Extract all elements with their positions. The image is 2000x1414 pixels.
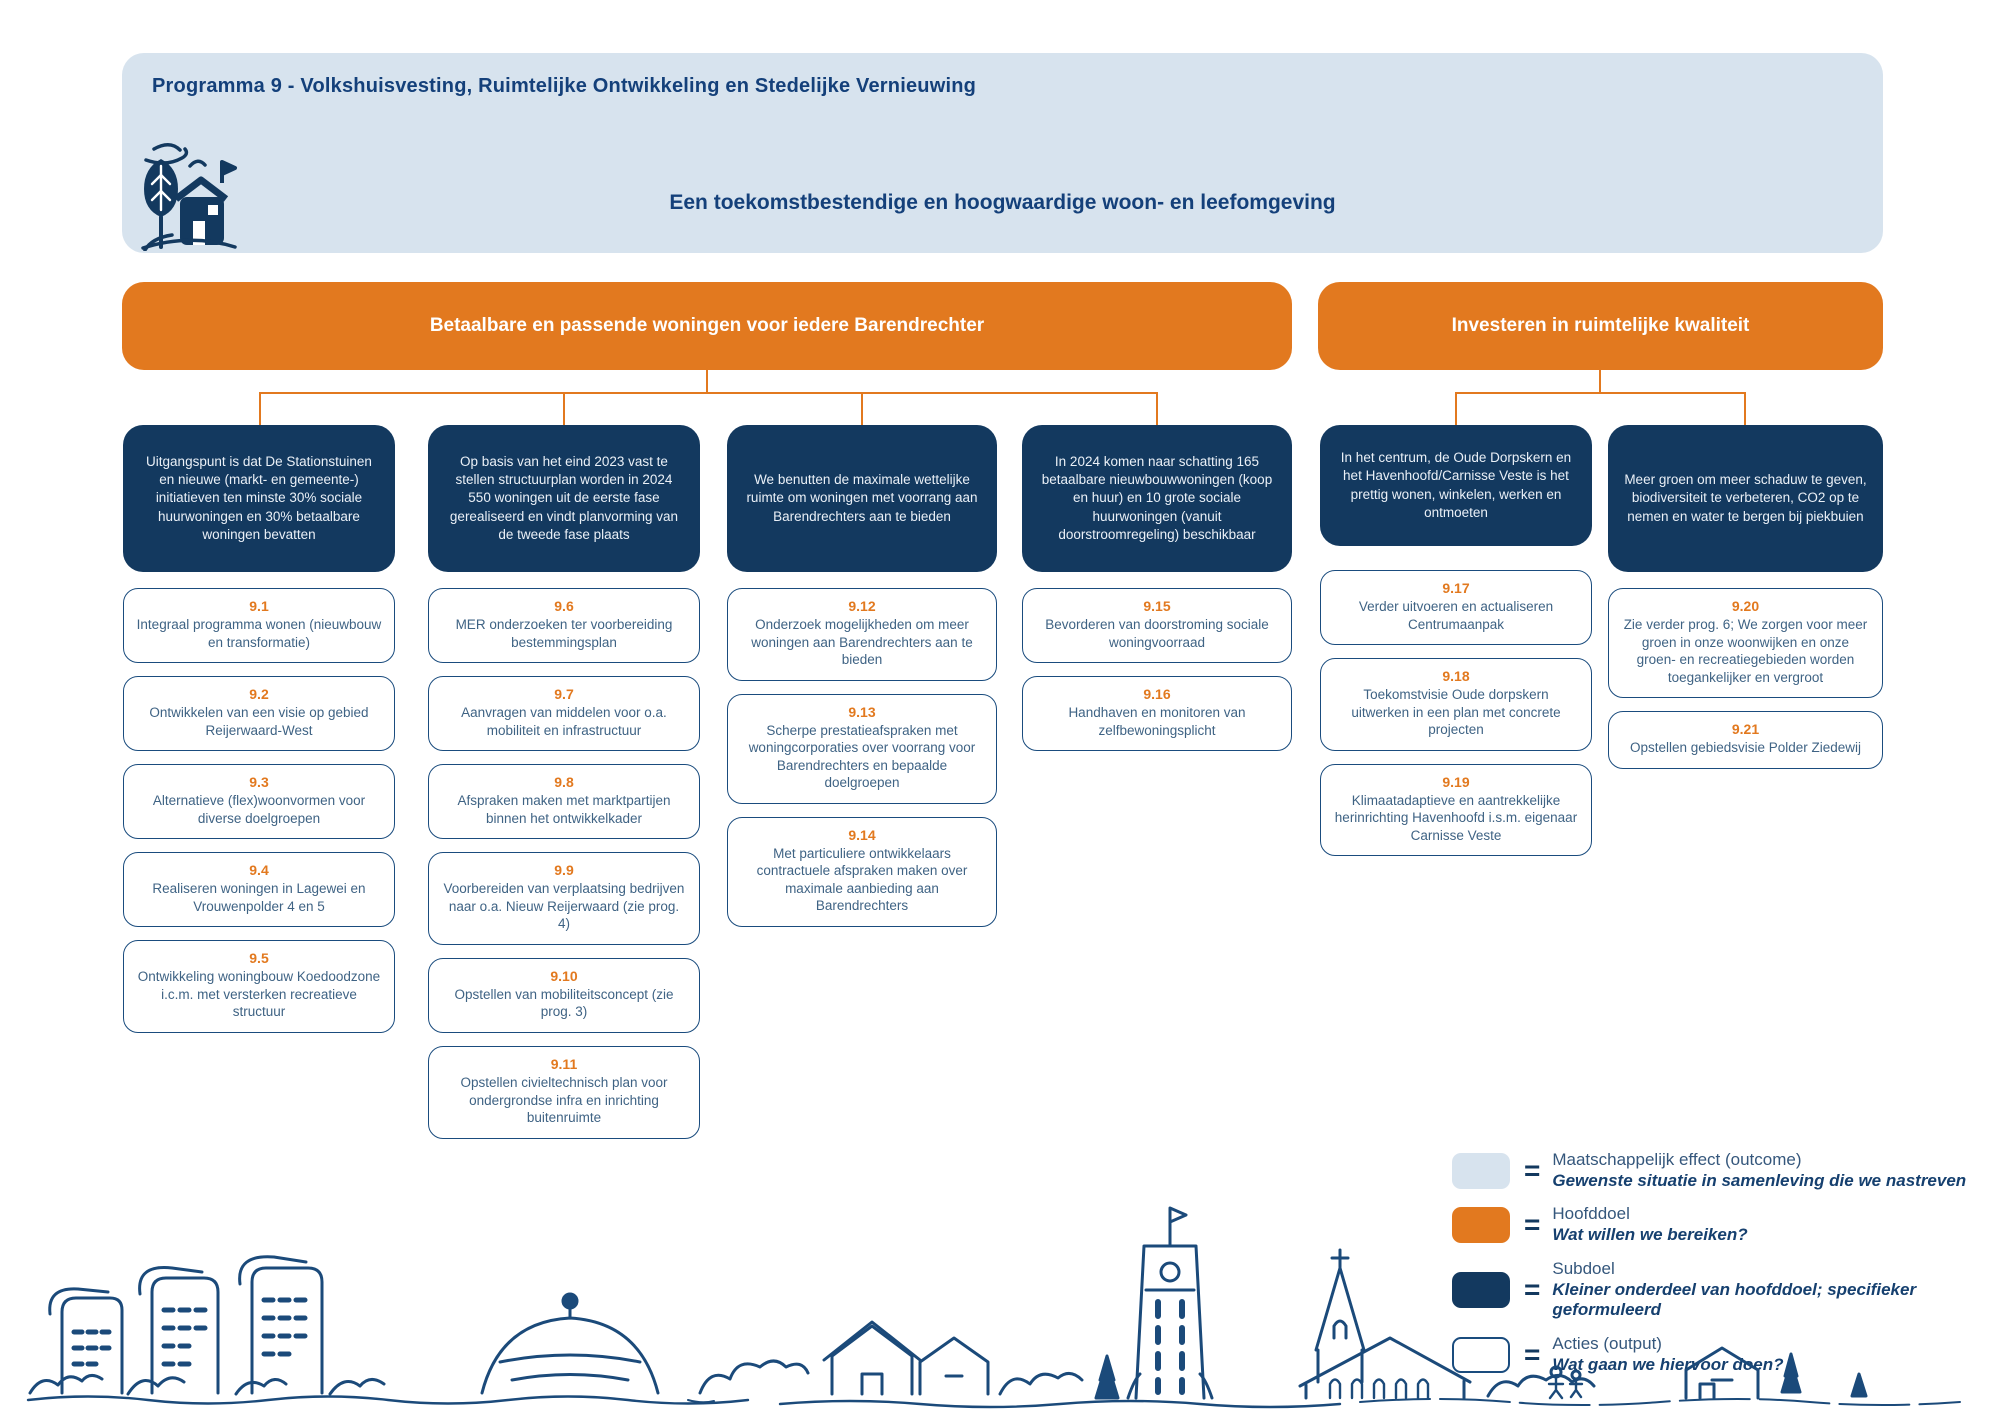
action-text: Verder uitvoeren en actualiseren Centrumaanpak <box>1358 599 1554 632</box>
connector-line <box>1455 392 1744 394</box>
action-number: 9.18 <box>1442 668 1470 685</box>
connector-line <box>259 392 261 425</box>
column-stationstuinen <box>123 425 395 1033</box>
legend-description: Gewenste situatie in samenleving die we nastreven <box>1552 1170 1967 1190</box>
action-number: 9.10 <box>550 967 578 984</box>
action-text: Met particuliere ontwikkelaars contractuele afspraken maken over maximale aanbieding aan Barendrechters <box>756 845 968 914</box>
action-text: Aanvragen van middelen voor o.a. mobiliteit en infrastructuur <box>461 705 667 738</box>
action-text: Alternatieve (flex)woonvormen voor diverse doelgroepen <box>152 793 366 826</box>
village-skyline-illustration <box>0 1150 2000 1414</box>
action-text: Onderzoek mogelijkheden om meer woningen aan Barendrechters aan te bieden <box>751 617 973 668</box>
action-text: Ontwikkelen van een visie op gebied Reijerwaard-West <box>149 705 369 738</box>
action-number: 9.14 <box>848 826 876 843</box>
action-text: Opstellen civieltechnisch plan voor ondergrondse infra en inrichting buitenruimte <box>460 1075 668 1126</box>
action-number: 9.1 <box>249 598 269 614</box>
action-number: 9.3 <box>249 774 269 791</box>
column-groen <box>1608 425 1883 769</box>
action-number: 9.21 <box>1731 721 1760 738</box>
action-number: 9.15 <box>1143 598 1171 614</box>
action-number: 9.13 <box>848 703 876 720</box>
action-box-9-2 <box>123 676 395 751</box>
action-number: 9.7 <box>554 686 574 703</box>
legend-description: Wat willen we bereiken? <box>1552 1225 1748 1245</box>
action-text: Ontwikkeling woningbouw Koedoodzone i.c.m. met versterken recreatieve structuur <box>137 969 381 1020</box>
action-box-9-18 <box>1320 658 1592 751</box>
action-box-9-15 <box>1022 588 1292 663</box>
column-centrum <box>1320 425 1592 856</box>
action-text: Handhaven en monitoren van zelfbewoningsplicht <box>1068 705 1246 738</box>
action-text: Toekomstvisie Oude dorpskern uitwerken in een plan met concrete projecten <box>1351 687 1561 738</box>
action-box-9-20 <box>1608 588 1883 698</box>
legend-description: Wat gaan we hiervoor doen? <box>1552 1354 1784 1374</box>
action-number: 9.17 <box>1442 580 1470 596</box>
action-box-9-6 <box>428 588 700 663</box>
action-box-9-7 <box>428 676 700 751</box>
connector-line <box>563 392 565 425</box>
action-number: 9.19 <box>1442 773 1470 790</box>
legend-label: Maatschappelijk effect (outcome) <box>1552 1150 1802 1169</box>
action-box-9-12 <box>727 588 997 681</box>
subgoal-box: Meer groen om meer schaduw te geven, biodiversiteit te verbeteren, CO2 op te nemen en water te bergen bij piekbuien <box>1608 425 1883 572</box>
action-text: Scherpe prestatieafspraken met woningcorporaties over voorrang voor Barendrechters en bepaalde doelgroepen <box>748 722 976 791</box>
action-text: Integraal programma wonen (nieuwbouw en transformatie) <box>136 617 382 650</box>
action-number: 9.16 <box>1143 686 1171 703</box>
action-box-9-10 <box>428 958 700 1033</box>
connector-line <box>1156 392 1158 425</box>
action-text: Realiseren woningen in Lagewei en Vrouwenpolder 4 en 5 <box>152 881 366 914</box>
action-box-9-13 <box>727 694 997 804</box>
action-number: 9.20 <box>1731 598 1760 614</box>
connector-line <box>1455 392 1457 425</box>
goal-label: Betaalbare en passende woningen voor iedere Barendrechter <box>429 315 985 336</box>
goal-label: Investeren in ruimtelijke kwaliteit <box>1451 315 1750 336</box>
subgoal-box: Op basis van het eind 2023 vast te stellen structuurplan worden in 2024 550 woningen uit de eerste fase gerealiseerd en vindt planvorming van de tweede fase plaats <box>428 425 700 572</box>
column-wettelijke-ruimte <box>727 425 997 927</box>
connector-line <box>1599 370 1601 393</box>
subgoal-box: We benutten de maximale wettelijke ruimte om woningen met voorrang aan Barendrechters aan te bieden <box>727 425 997 572</box>
outcome-panel <box>122 53 1883 253</box>
action-text: Bevorderen van doorstroming sociale woningvoorraad <box>1045 617 1269 650</box>
action-number: 9.11 <box>550 1056 578 1073</box>
action-number: 9.5 <box>249 950 269 967</box>
action-text: Afspraken maken met marktpartijen binnen het ontwikkelkader <box>457 793 671 826</box>
action-box-9-1 <box>123 588 395 663</box>
action-box-9-19 <box>1320 764 1592 857</box>
column-structuurplan <box>428 425 700 1139</box>
action-text: Opstellen gebiedsvisie Polder Ziedewij <box>1629 740 1862 756</box>
action-box-9-11 <box>428 1046 700 1139</box>
connector-line <box>861 392 863 425</box>
subgoal-box: In 2024 komen naar schatting 165 betaalbare nieuwbouwwoningen (koop en huur) en 10 grote sociale huurwoningen (vanuit doorstroomregeling) beschikbaar <box>1022 425 1292 572</box>
legend-label: Acties (output) <box>1552 1334 1662 1354</box>
action-box-9-21 <box>1608 711 1883 769</box>
action-box-9-9 <box>428 852 700 945</box>
action-number: 9.12 <box>848 598 876 614</box>
action-box-9-3 <box>123 764 395 839</box>
action-number: 9.9 <box>554 862 574 879</box>
action-box-9-5 <box>123 940 395 1033</box>
legend-description: Kleiner onderdeel van hoofddoel; specifieker geformuleerd <box>1552 1279 1917 1320</box>
column-nieuwbouwwoningen <box>1022 425 1292 751</box>
legend-label: Hoofddoel <box>1552 1204 1630 1224</box>
legend-label: Subdoel <box>1552 1258 1615 1278</box>
connector-line <box>706 370 708 393</box>
action-text: Voorbereiden van verplaatsing bedrijven naar o.a. Nieuw Reijerwaard (zie prog. 4) <box>443 881 685 932</box>
action-box-9-4 <box>123 852 395 927</box>
action-text: Opstellen van mobiliteitsconcept (zie prog. 3) <box>454 986 674 1020</box>
action-number: 9.2 <box>249 686 269 703</box>
connector-line <box>259 392 1157 394</box>
action-number: 9.4 <box>249 862 269 879</box>
goal-box-spatial-quality <box>1318 282 1883 370</box>
action-number: 9.8 <box>554 774 574 791</box>
action-box-9-16 <box>1022 676 1292 751</box>
goal-box-affordable-housing <box>122 282 1292 370</box>
subgoal-box: Uitgangspunt is dat De Stationstuinen en nieuwe (markt- en gemeente-) initiatieven ten minste 30% sociale huurwoningen en 30% betaalbare woningen bevatten <box>123 425 395 572</box>
action-text: MER onderzoeken ter voorbereiding bestemmingsplan <box>455 617 673 650</box>
outcome-text: Een toekomstbestendige en hoogwaardige woon- en leefomgeving <box>669 191 1336 214</box>
action-box-9-14 <box>727 817 997 927</box>
program-title: Programma 9 - Volkshuisvesting, Ruimtelijke Ontwikkeling en Stedelijke Vernieuwing <box>152 75 977 97</box>
action-text: Klimaatadaptieve en aantrekkelijke herinrichting Havenhoofd i.s.m. eigenaar Carnisse Veste <box>1334 792 1578 843</box>
action-text: Zie verder prog. 6; We zorgen voor meer groen in onze woonwijken en onze groen- en recreatiegebieden worden toegankelijker en vergroot <box>1623 617 1868 685</box>
subgoal-box: In het centrum, de Oude Dorpskern en het Havenhoofd/Carnisse Veste is het prettig wonen, winkelen, werken en ontmoeten <box>1320 425 1592 546</box>
action-number: 9.6 <box>554 598 574 614</box>
action-box-9-17 <box>1320 570 1592 645</box>
action-box-9-8 <box>428 764 700 839</box>
connector-line <box>1744 392 1746 425</box>
